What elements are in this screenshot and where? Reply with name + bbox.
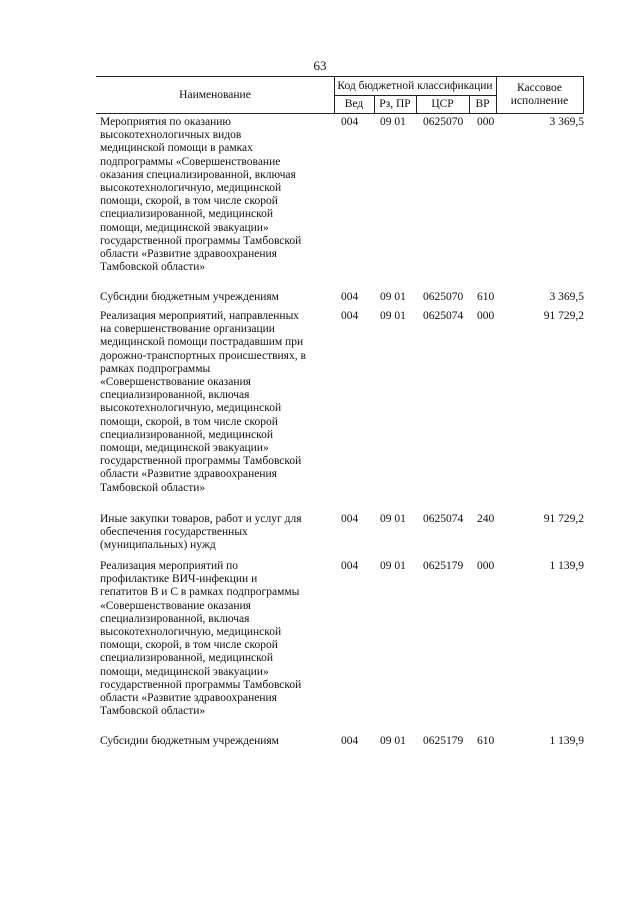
header-name: Наименование [179,88,251,101]
header-ved: Вед [344,97,364,110]
row-ved: 004 [341,310,359,322]
page-number: 63 [313,58,327,73]
row-amount: 91 729,2 [543,310,584,322]
row-rz-pr: 09 01 [380,116,406,128]
header-csr: ЦСР [431,97,454,110]
row-vr: 000 [477,310,495,322]
header-vr: ВР [475,97,490,110]
row-csr: 0625179 [423,560,464,572]
row-amount: 1 139,9 [549,735,584,747]
row-csr: 0625074 [423,513,464,525]
row-name: Субсидии бюджетным учреждениям [100,291,279,303]
row-rz-pr: 09 01 [380,310,406,322]
row-vr: 000 [477,560,495,572]
row-amount: 3 369,5 [549,291,584,303]
row-amount: 3 369,5 [549,116,584,128]
header-rz-pr: Рз, ПР [379,97,411,110]
row-csr: 0625179 [423,735,464,747]
row-rz-pr: 09 01 [380,291,406,303]
header-amount: Кассовое исполнение [510,82,569,107]
row-ved: 004 [341,291,359,303]
row-csr: 0625074 [423,310,464,322]
row-csr: 0625070 [423,116,464,128]
row-name: Иные закупки товаров, работ и услуг для обеспечения государственных (муниципальных) нужд [100,513,302,552]
row-name: Субсидии бюджетным учреждениям [100,735,279,747]
row-vr: 610 [477,735,495,747]
row-ved: 004 [341,735,359,747]
table-header [96,76,584,114]
header-code-group: Код бюджетной классификации [337,79,493,92]
row-csr: 0625070 [423,291,464,303]
row-amount: 1 139,9 [549,560,584,572]
row-vr: 610 [477,291,495,303]
row-name: Реализация мероприятий по профилактике ВИЧ-инфекции и гепатитов В и С в рамках подпрограммы «Совершенствование оказания специализированной, включая высокотехнологичную, медицинской помощи, скорой, в том числе скорой специализированной, медицинской помощи, медицинской эвакуации» государственной программы Тамбовской области «Развитие здравоохранения Тамбовской области» [100,560,302,718]
row-rz-pr: 09 01 [380,513,406,525]
row-vr: 000 [477,116,495,128]
row-vr: 240 [477,513,495,525]
header-divider [583,77,584,113]
row-name: Мероприятия по оказанию высокотехнологичных видов медицинской помощи в рамках подпрограммы «Совершенствование оказания специализированной, включая высокотехнологичную, медицинской помощи, скорой, в том числе скорой специализированной, медицинской помощи, медицинской эвакуации» государственной программы Тамбовской области «Развитие здравоохранения Тамбовской области» [100,116,302,274]
row-rz-pr: 09 01 [380,560,406,572]
row-ved: 004 [341,513,359,525]
row-ved: 004 [341,560,359,572]
row-ved: 004 [341,116,359,128]
row-name: Реализация мероприятий, направленных на совершенствование организации медицинской помощи пострадавшим при дорожно-транспортных происшествиях, в рамках подпрограммы «Совершенствование оказания специализированной, включая высокотехнологичную, медицинской помощи, скорой, в том числе скорой специализированной, медицинской помощи, медицинской эвакуации» государственной программы Тамбовской области «Развитие здравоохранения Тамбовской области» [100,310,306,494]
row-amount: 91 729,2 [543,513,584,525]
row-rz-pr: 09 01 [380,735,406,747]
